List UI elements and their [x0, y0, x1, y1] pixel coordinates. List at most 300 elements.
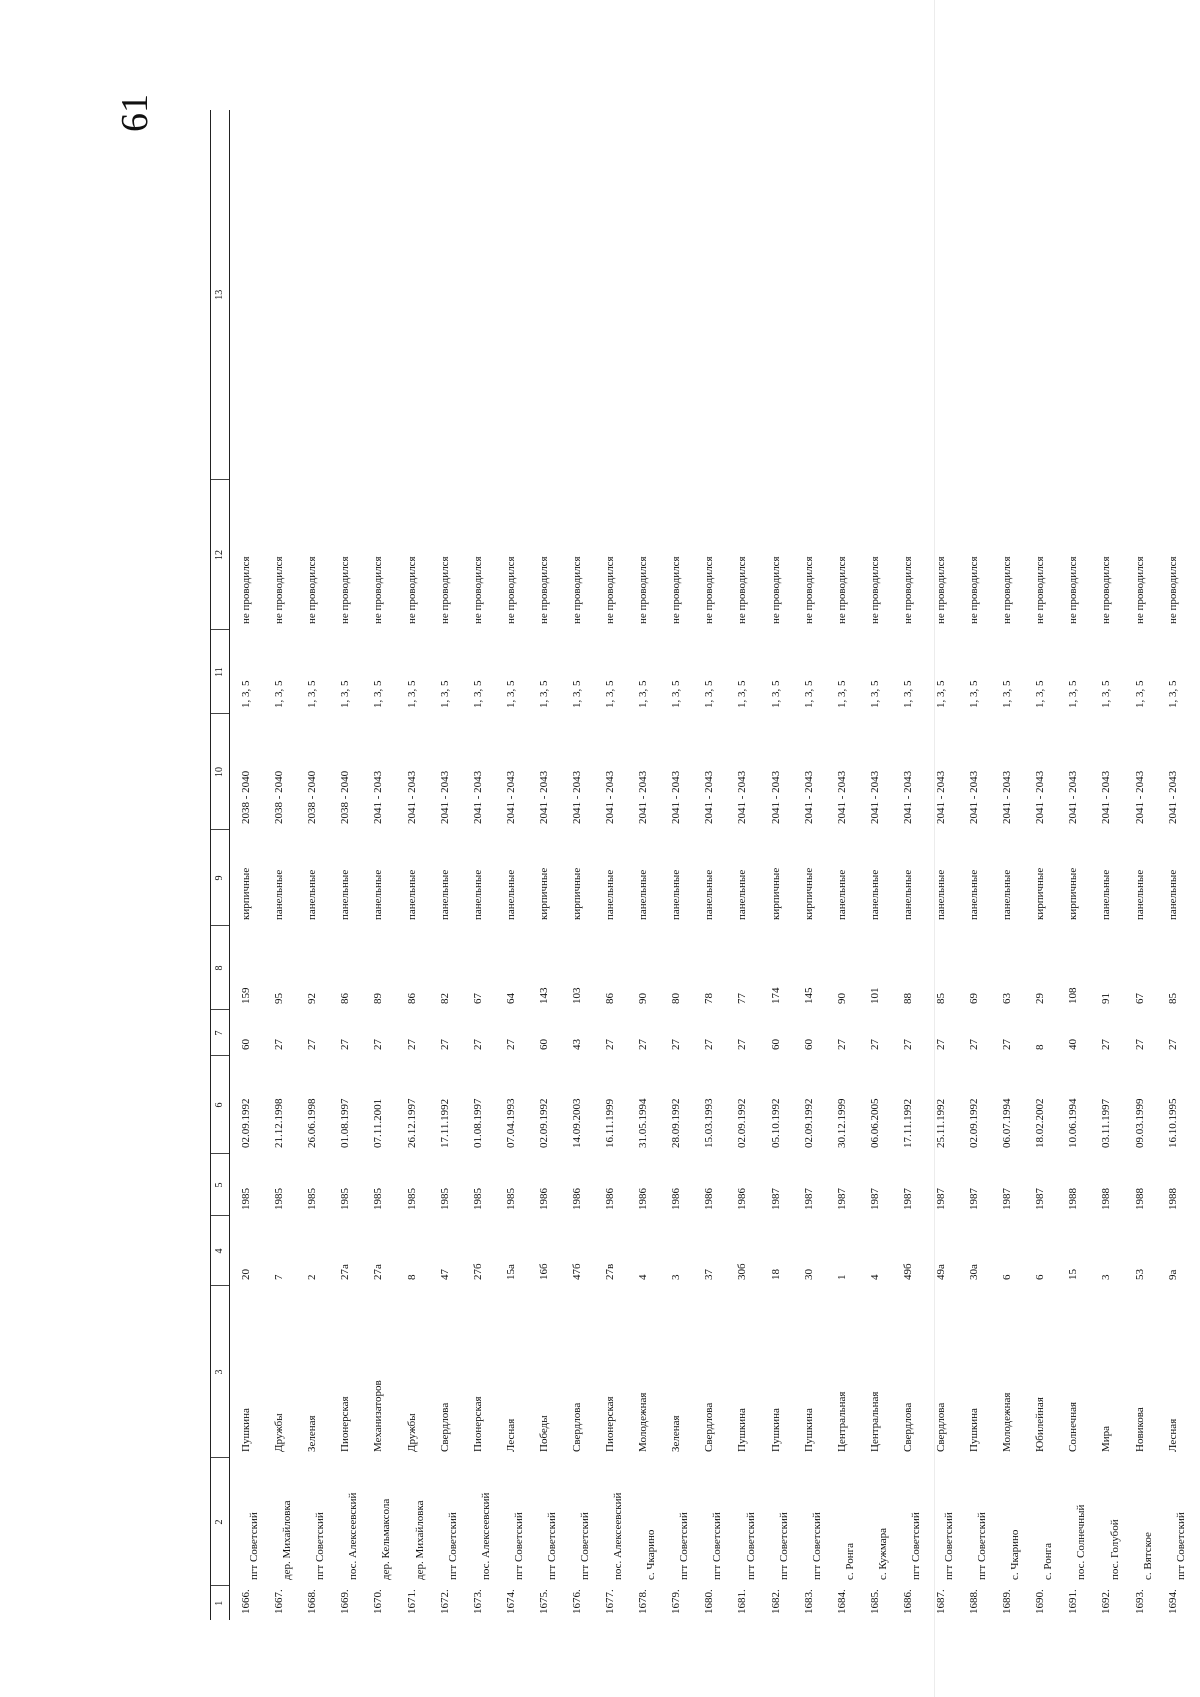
cell-record-date: 01.08.1997 [471, 1098, 484, 1148]
cell-house-number: 6 [1034, 1274, 1047, 1280]
cell-settlement: с. Вятское [1141, 1532, 1154, 1580]
cell-works-codes: 1, 3, 5 [1133, 680, 1146, 708]
cell-row-number: 1685. [868, 1589, 881, 1614]
cell-col-13-value [991, 110, 1024, 480]
cell-inspection-status: не проводился [537, 556, 550, 624]
cell-apartments: 43 [570, 1039, 583, 1050]
cell-col-13-value [892, 110, 925, 480]
cell-apartments: 27 [438, 1039, 451, 1050]
cell-apartments: 27 [273, 1039, 286, 1050]
cell-street: Юбилейная [1034, 1397, 1047, 1452]
cell-col-8-value: 69 [968, 993, 981, 1004]
cell-col-8-value: 143 [537, 987, 550, 1004]
cell-house-number: 18 [769, 1269, 782, 1280]
cell-wall-material: панельные [1166, 869, 1179, 920]
cell-works-codes: 1, 3, 5 [1166, 680, 1179, 708]
cell-settlement: пгт Советский [545, 1512, 558, 1580]
cell-period: 2041 - 2043 [604, 770, 617, 824]
table-row [362, 110, 395, 1620]
cell-inspection-status: не проводился [670, 556, 683, 624]
cell-works-codes: 1, 3, 5 [670, 680, 683, 708]
cell-year-built: 1986 [537, 1188, 550, 1210]
cell-record-date: 06.06.2005 [868, 1098, 881, 1148]
cell-period: 2038 - 2040 [339, 770, 352, 824]
table-row [329, 110, 362, 1620]
cell-apartments: 27 [968, 1039, 981, 1050]
table-row [1157, 110, 1190, 1620]
cell-inspection-status: не проводился [438, 556, 451, 624]
cell-col-13-value [760, 110, 793, 480]
cell-wall-material: кирпичные [570, 867, 583, 920]
cell-year-built: 1987 [901, 1188, 914, 1210]
table-row [760, 110, 793, 1620]
cell-year-built: 1985 [372, 1188, 385, 1210]
cell-house-number: 16б [537, 1263, 550, 1280]
cell-year-built: 1985 [504, 1188, 517, 1210]
cell-inspection-status: не проводился [769, 556, 782, 624]
cell-inspection-status: не проводился [703, 556, 716, 624]
column-header-5: 5 [211, 1154, 230, 1216]
cell-record-date: 17.11.1992 [901, 1098, 914, 1148]
cell-house-number: 27а [339, 1264, 352, 1280]
cell-inspection-status: не проводился [1133, 556, 1146, 624]
cell-works-codes: 1, 3, 5 [835, 680, 848, 708]
cell-inspection-status: не проводился [1166, 556, 1179, 624]
cell-year-built: 1985 [273, 1188, 286, 1210]
register-table [210, 110, 1190, 1620]
cell-year-built: 1987 [802, 1188, 815, 1210]
cell-works-codes: 1, 3, 5 [372, 680, 385, 708]
cell-settlement: пгт Советский [810, 1512, 823, 1580]
table-row [859, 110, 892, 1620]
table-row [693, 110, 726, 1620]
table-row [958, 110, 991, 1620]
cell-period: 2041 - 2043 [405, 770, 418, 824]
cell-period: 2041 - 2043 [901, 770, 914, 824]
cell-apartments: 27 [339, 1039, 352, 1050]
cell-wall-material: панельные [372, 869, 385, 920]
cell-col-13-value [1124, 110, 1157, 480]
cell-house-number: 20 [240, 1269, 253, 1280]
cell-inspection-status: не проводился [736, 556, 749, 624]
cell-street: Свердлова [438, 1402, 451, 1452]
cell-street: Дружбы [273, 1413, 286, 1452]
cell-inspection-status: не проводился [306, 556, 319, 624]
cell-apartments: 60 [537, 1039, 550, 1050]
cell-works-codes: 1, 3, 5 [306, 680, 319, 708]
cell-works-codes: 1, 3, 5 [968, 680, 981, 708]
cell-col-8-value: 86 [405, 993, 418, 1004]
cell-period: 2038 - 2040 [306, 770, 319, 824]
cell-period: 2041 - 2043 [1067, 770, 1080, 824]
cell-record-date: 03.11.1997 [1100, 1098, 1113, 1148]
cell-record-date: 10.06.1994 [1067, 1098, 1080, 1148]
cell-street: Пушкина [240, 1408, 253, 1452]
cell-apartments: 27 [1100, 1039, 1113, 1050]
header-row [211, 110, 230, 1620]
cell-house-number: 49а [935, 1264, 948, 1280]
cell-col-8-value: 78 [703, 993, 716, 1004]
cell-apartments: 27 [504, 1039, 517, 1050]
cell-col-8-value: 145 [802, 987, 815, 1004]
cell-house-number: 37 [703, 1269, 716, 1280]
cell-inspection-status: не проводился [504, 556, 517, 624]
cell-record-date: 25.11.1992 [935, 1098, 948, 1148]
cell-record-date: 16.11.1999 [604, 1098, 617, 1148]
cell-col-13-value [362, 110, 395, 480]
rotated-table-container [210, 110, 1187, 1620]
cell-apartments: 27 [405, 1039, 418, 1050]
cell-row-number: 1673. [471, 1589, 484, 1614]
column-header-4: 4 [211, 1216, 230, 1286]
cell-col-13-value [429, 110, 462, 480]
cell-year-built: 1986 [703, 1188, 716, 1210]
cell-col-8-value: 101 [868, 987, 881, 1004]
cell-settlement: пос. Солнечный [1075, 1504, 1088, 1580]
column-header-10: 10 [211, 714, 230, 830]
cell-col-13-value [925, 110, 958, 480]
cell-col-13-value [793, 110, 826, 480]
cell-street: Свердлова [935, 1402, 948, 1452]
cell-apartments: 27 [736, 1039, 749, 1050]
cell-wall-material: панельные [306, 869, 319, 920]
cell-record-date: 02.09.1992 [802, 1098, 815, 1148]
cell-inspection-status: не проводился [339, 556, 352, 624]
cell-record-date: 02.09.1992 [240, 1098, 253, 1148]
table-row [561, 110, 594, 1620]
cell-settlement: пгт Советский [711, 1512, 724, 1580]
cell-period: 2041 - 2043 [1100, 770, 1113, 824]
cell-record-date: 18.02.2002 [1034, 1098, 1047, 1148]
cell-record-date: 14.09.2003 [570, 1098, 583, 1148]
cell-row-number: 1674. [504, 1589, 517, 1614]
cell-apartments: 27 [471, 1039, 484, 1050]
cell-street: Лесная [1166, 1418, 1179, 1452]
cell-settlement: пгт Советский [248, 1512, 261, 1580]
cell-house-number: 30 [802, 1269, 815, 1280]
cell-period: 2041 - 2043 [670, 770, 683, 824]
cell-settlement: с. Кужмара [876, 1528, 889, 1580]
cell-works-codes: 1, 3, 5 [935, 680, 948, 708]
cell-period: 2041 - 2043 [835, 770, 848, 824]
cell-row-number: 1677. [604, 1589, 617, 1614]
cell-apartments: 27 [901, 1039, 914, 1050]
cell-wall-material: панельные [504, 869, 517, 920]
cell-year-built: 1987 [1034, 1188, 1047, 1210]
cell-house-number: 6 [1001, 1274, 1014, 1280]
cell-street: Свердлова [703, 1402, 716, 1452]
cell-year-built: 1987 [935, 1188, 948, 1210]
cell-row-number: 1666. [240, 1589, 253, 1614]
cell-record-date: 30.12.1999 [835, 1098, 848, 1148]
cell-inspection-status: не проводился [901, 556, 914, 624]
cell-house-number: 15 [1067, 1269, 1080, 1280]
cell-col-13-value [462, 110, 495, 480]
cell-inspection-status: не проводился [372, 556, 385, 624]
cell-col-8-value: 90 [835, 993, 848, 1004]
cell-col-13-value [1024, 110, 1057, 480]
cell-house-number: 27в [604, 1263, 617, 1280]
cell-settlement: с. Чкарино [645, 1529, 658, 1580]
cell-wall-material: кирпичные [1067, 867, 1080, 920]
table-row [462, 110, 495, 1620]
cell-period: 2041 - 2043 [637, 770, 650, 824]
cell-row-number: 1681. [736, 1589, 749, 1614]
cell-street: Зеленая [306, 1415, 319, 1452]
cell-works-codes: 1, 3, 5 [868, 680, 881, 708]
cell-year-built: 1985 [471, 1188, 484, 1210]
cell-period: 2041 - 2043 [471, 770, 484, 824]
cell-record-date: 26.12.1997 [405, 1098, 418, 1148]
cell-inspection-status: не проводился [868, 556, 881, 624]
cell-col-8-value: 63 [1001, 993, 1014, 1004]
cell-apartments: 27 [935, 1039, 948, 1050]
cell-year-built: 1986 [736, 1188, 749, 1210]
cell-house-number: 4 [637, 1274, 650, 1280]
cell-apartments: 60 [240, 1039, 253, 1050]
cell-period: 2041 - 2043 [769, 770, 782, 824]
cell-works-codes: 1, 3, 5 [504, 680, 517, 708]
cell-record-date: 07.04.1993 [504, 1098, 517, 1148]
cell-wall-material: панельные [637, 869, 650, 920]
cell-street: Пионерская [604, 1396, 617, 1452]
table-row [1124, 110, 1157, 1620]
cell-row-number: 1667. [273, 1589, 286, 1614]
cell-works-codes: 1, 3, 5 [604, 680, 617, 708]
cell-row-number: 1691. [1067, 1589, 1080, 1614]
cell-col-8-value: 174 [769, 987, 782, 1004]
cell-year-built: 1986 [604, 1188, 617, 1210]
cell-apartments: 27 [703, 1039, 716, 1050]
cell-period: 2041 - 2043 [935, 770, 948, 824]
cell-street: Свердлова [901, 1402, 914, 1452]
cell-col-13-value [263, 110, 296, 480]
cell-col-13-value [859, 110, 892, 480]
cell-year-built: 1987 [1001, 1188, 1014, 1210]
cell-col-13-value [660, 110, 693, 480]
cell-record-date: 15.03.1993 [703, 1098, 716, 1148]
table-row [395, 110, 428, 1620]
cell-wall-material: кирпичные [1034, 867, 1047, 920]
cell-col-13-value [1090, 110, 1123, 480]
cell-settlement: с. Ронга [843, 1542, 856, 1580]
table-row [230, 110, 264, 1620]
cell-col-13-value [561, 110, 594, 480]
cell-settlement: пос. Алексеевский [347, 1492, 360, 1580]
cell-period: 2041 - 2043 [438, 770, 451, 824]
cell-wall-material: панельные [670, 869, 683, 920]
cell-settlement: пгт Советский [1174, 1512, 1187, 1580]
cell-apartments: 27 [1001, 1039, 1014, 1050]
cell-house-number: 53 [1133, 1269, 1146, 1280]
cell-year-built: 1988 [1166, 1188, 1179, 1210]
cell-wall-material: кирпичные [537, 867, 550, 920]
table-row [429, 110, 462, 1620]
cell-col-13-value [395, 110, 428, 480]
cell-house-number: 3 [1100, 1274, 1113, 1280]
cell-col-8-value: 91 [1100, 993, 1113, 1004]
table-row [925, 110, 958, 1620]
cell-col-8-value: 82 [438, 993, 451, 1004]
cell-wall-material: панельные [935, 869, 948, 920]
cell-col-13-value [230, 110, 264, 480]
cell-period: 2041 - 2043 [736, 770, 749, 824]
cell-street: Пионерская [339, 1396, 352, 1452]
cell-wall-material: панельные [736, 869, 749, 920]
cell-wall-material: панельные [901, 869, 914, 920]
cell-year-built: 1985 [306, 1188, 319, 1210]
column-header-3: 3 [211, 1286, 230, 1458]
cell-works-codes: 1, 3, 5 [703, 680, 716, 708]
cell-period: 2041 - 2043 [1001, 770, 1014, 824]
cell-settlement: пгт Советский [579, 1512, 592, 1580]
column-header-8: 8 [211, 926, 230, 1010]
table-row [594, 110, 627, 1620]
cell-period: 2038 - 2040 [273, 770, 286, 824]
cell-period: 2038 - 2040 [240, 770, 253, 824]
table-row [1057, 110, 1090, 1620]
cell-inspection-status: не проводился [835, 556, 848, 624]
cell-street: Новикова [1133, 1407, 1146, 1452]
table-row [793, 110, 826, 1620]
cell-col-8-value: 67 [1133, 993, 1146, 1004]
cell-col-8-value: 108 [1067, 987, 1080, 1004]
cell-col-13-value [726, 110, 759, 480]
column-header-12: 12 [211, 480, 230, 630]
cell-col-8-value: 95 [273, 993, 286, 1004]
cell-year-built: 1987 [968, 1188, 981, 1210]
cell-col-8-value: 85 [1166, 993, 1179, 1004]
cell-works-codes: 1, 3, 5 [901, 680, 914, 708]
cell-record-date: 02.09.1992 [537, 1098, 550, 1148]
cell-year-built: 1986 [570, 1188, 583, 1210]
cell-works-codes: 1, 3, 5 [273, 680, 286, 708]
cell-street: Солнечная [1067, 1401, 1080, 1452]
cell-inspection-status: не проводился [471, 556, 484, 624]
cell-record-date: 09.03.1999 [1133, 1098, 1146, 1148]
cell-record-date: 02.09.1992 [968, 1098, 981, 1148]
cell-works-codes: 1, 3, 5 [438, 680, 451, 708]
cell-settlement: дер. Михайловка [413, 1500, 426, 1580]
cell-works-codes: 1, 3, 5 [802, 680, 815, 708]
cell-record-date: 16.10.1995 [1166, 1098, 1179, 1148]
cell-apartments: 60 [802, 1039, 815, 1050]
cell-street: Победы [537, 1415, 550, 1452]
cell-year-built: 1985 [339, 1188, 352, 1210]
cell-row-number: 1692. [1100, 1589, 1113, 1614]
cell-inspection-status: не проводился [273, 556, 286, 624]
cell-wall-material: панельные [1133, 869, 1146, 920]
cell-row-number: 1687. [935, 1589, 948, 1614]
table-row [892, 110, 925, 1620]
column-header-1: 1 [211, 1586, 230, 1620]
cell-settlement: пгт Советский [777, 1512, 790, 1580]
table-row [263, 110, 296, 1620]
cell-street: Пионерская [471, 1396, 484, 1452]
cell-col-8-value: 159 [240, 987, 253, 1004]
cell-apartments: 60 [769, 1039, 782, 1050]
cell-inspection-status: не проводился [637, 556, 650, 624]
column-header-7: 7 [211, 1010, 230, 1056]
cell-period: 2041 - 2043 [372, 770, 385, 824]
cell-col-8-value: 90 [637, 993, 650, 1004]
cell-period: 2041 - 2043 [1133, 770, 1146, 824]
table-row [991, 110, 1024, 1620]
cell-row-number: 1676. [570, 1589, 583, 1614]
cell-street: Свердлова [570, 1402, 583, 1452]
cell-row-number: 1671. [405, 1589, 418, 1614]
cell-street: Пушкина [736, 1408, 749, 1452]
cell-wall-material: панельные [868, 869, 881, 920]
cell-settlement: пгт Советский [314, 1512, 327, 1580]
cell-period: 2041 - 2043 [968, 770, 981, 824]
cell-works-codes: 1, 3, 5 [1034, 680, 1047, 708]
cell-inspection-status: не проводился [604, 556, 617, 624]
cell-settlement: с. Чкарино [1009, 1529, 1022, 1580]
cell-col-8-value: 103 [570, 987, 583, 1004]
cell-wall-material: панельные [604, 869, 617, 920]
cell-period: 2041 - 2043 [1166, 770, 1179, 824]
table-row [826, 110, 859, 1620]
cell-house-number: 8 [405, 1274, 418, 1280]
cell-house-number: 7 [273, 1274, 286, 1280]
cell-apartments: 27 [868, 1039, 881, 1050]
cell-street: Зеленая [670, 1415, 683, 1452]
cell-settlement: пос. Алексеевский [612, 1492, 625, 1580]
cell-col-8-value: 77 [736, 993, 749, 1004]
cell-col-13-value [1057, 110, 1090, 480]
cell-wall-material: панельные [835, 869, 848, 920]
cell-period: 2041 - 2043 [504, 770, 517, 824]
cell-record-date: 02.09.1992 [736, 1098, 749, 1148]
cell-street: Центральная [835, 1391, 848, 1452]
cell-row-number: 1694. [1166, 1589, 1179, 1614]
column-header-13: 13 [211, 110, 230, 480]
cell-apartments: 27 [637, 1039, 650, 1050]
cell-works-codes: 1, 3, 5 [405, 680, 418, 708]
cell-col-8-value: 29 [1034, 993, 1047, 1004]
cell-row-number: 1693. [1133, 1589, 1146, 1614]
cell-wall-material: панельные [703, 869, 716, 920]
cell-record-date: 21.12.1998 [273, 1098, 286, 1148]
cell-year-built: 1985 [240, 1188, 253, 1210]
cell-apartments: 27 [604, 1039, 617, 1050]
table-row [296, 110, 329, 1620]
cell-col-13-value [329, 110, 362, 480]
cell-settlement: пгт Советский [976, 1512, 989, 1580]
cell-settlement: пгт Советский [678, 1512, 691, 1580]
cell-house-number: 15а [504, 1264, 517, 1280]
cell-col-8-value: 88 [901, 993, 914, 1004]
cell-wall-material: кирпичные [802, 867, 815, 920]
cell-wall-material: панельные [339, 869, 352, 920]
cell-inspection-status: не проводился [802, 556, 815, 624]
cell-works-codes: 1, 3, 5 [471, 680, 484, 708]
cell-house-number: 1 [835, 1274, 848, 1280]
cell-row-number: 1672. [438, 1589, 451, 1614]
cell-house-number: 47б [570, 1263, 583, 1280]
column-header-6: 6 [211, 1056, 230, 1154]
cell-inspection-status: не проводился [968, 556, 981, 624]
cell-year-built: 1985 [405, 1188, 418, 1210]
cell-col-8-value: 85 [935, 993, 948, 1004]
column-header-9: 9 [211, 830, 230, 926]
cell-inspection-status: не проводился [1067, 556, 1080, 624]
table-row [660, 110, 693, 1620]
cell-house-number: 3 [670, 1274, 683, 1280]
cell-house-number: 9а [1166, 1269, 1179, 1280]
cell-col-13-value [826, 110, 859, 480]
